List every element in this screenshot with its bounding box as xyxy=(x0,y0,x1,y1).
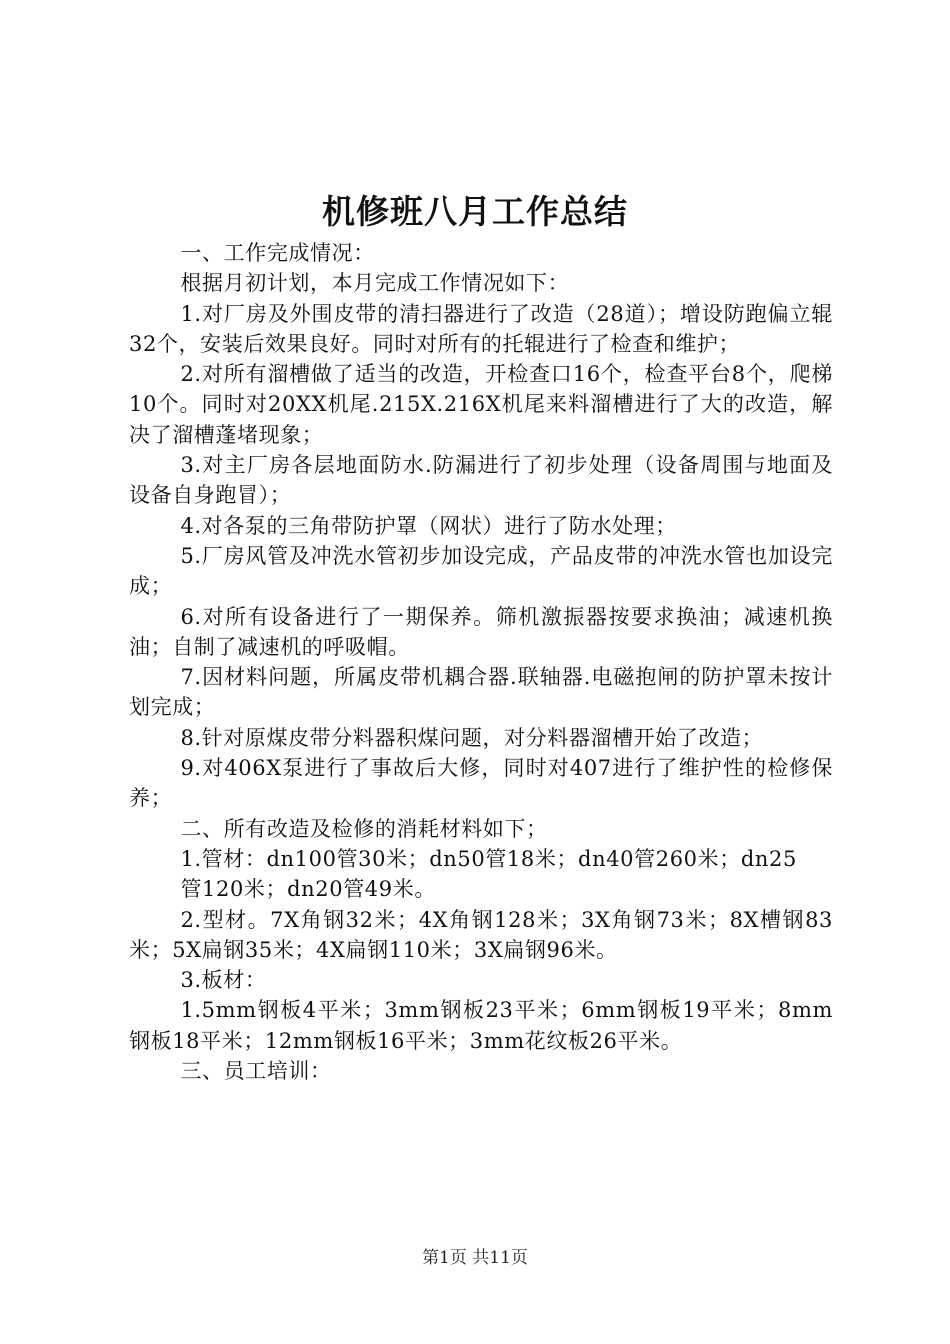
section-heading-materials: 二、所有改造及检修的消耗材料如下； xyxy=(180,816,548,841)
list-item-7: 7.因材料问题，所属皮带机耦合器.联轴器.电磁抱闸的防护罩未按计划完成； xyxy=(129,665,833,720)
list-item-2: 2.对所有溜槽做了适当的改造，开检查口16个，检查平台8个，爬梯10个。同时对20XX机尾.215X.216X机尾来料溜槽进行了大的改造，解决了溜槽蓬堵现象； xyxy=(129,362,833,447)
list-item-9: 9.对406X泵进行了事故后大修，同时对407进行了维护性的检修保养； xyxy=(129,756,833,811)
materials-plates: 1.5mm钢板4平米；3mm钢板23平米；6mm钢板19平米；8mm钢板18平米；12mm钢板16平米；3mm花纹板26平米。 xyxy=(129,998,833,1053)
list-item-5: 5.厂房风管及冲洗水管初步加设完成，产品皮带的冲洗水管也加设完成； xyxy=(129,543,833,599)
materials-pipes: 1.管材：dn100管30米；dn50管18米；dn40管260米；dn25 xyxy=(180,846,797,871)
list-item-3: 3.对主厂房各层地面防水.防漏进行了初步处理（设备周围与地面及设备自身跑冒）； xyxy=(129,453,833,508)
list-item-8: 8.针对原煤皮带分料器积煤问题，对分料器溜槽开始了改造； xyxy=(180,725,764,750)
list-item-6: 6.对所有设备进行了一期保养。筛机激振器按要求换油；减速机换油；自制了减速机的呼吸帽。 xyxy=(129,604,833,659)
document-body xyxy=(129,238,833,1086)
section-heading-work-completion: 一、工作完成情况： xyxy=(180,241,375,265)
list-item-1: 1.对厂房及外围皮带的清扫器进行了改造（28道）；增设防跑偏立辊32个，安装后效果良好。同时对所有的托辊进行了检查和维护； xyxy=(129,301,833,356)
materials-plates-heading: 3.板材： xyxy=(180,968,267,993)
list-item-4: 4.对各泵的三角带防护罩（网状）进行了防水处理； xyxy=(180,513,677,538)
section-heading-training: 三、员工培训： xyxy=(180,1059,332,1084)
document-title: 机修班八月工作总结 xyxy=(322,192,628,231)
page-footer: 第1页 共11页 xyxy=(422,1248,528,1268)
materials-pipes-continued: 管120米；dn20管49米。 xyxy=(180,877,436,902)
materials-profiles: 2.型材。7X角钢32米；4X角钢128米；3X角钢73米；8X槽钢83米；5X扁钢35米；4X扁钢110米；3X扁钢96米。 xyxy=(129,907,833,962)
paragraph-intro: 根据月初计划，本月完成工作情况如下： xyxy=(180,271,570,296)
